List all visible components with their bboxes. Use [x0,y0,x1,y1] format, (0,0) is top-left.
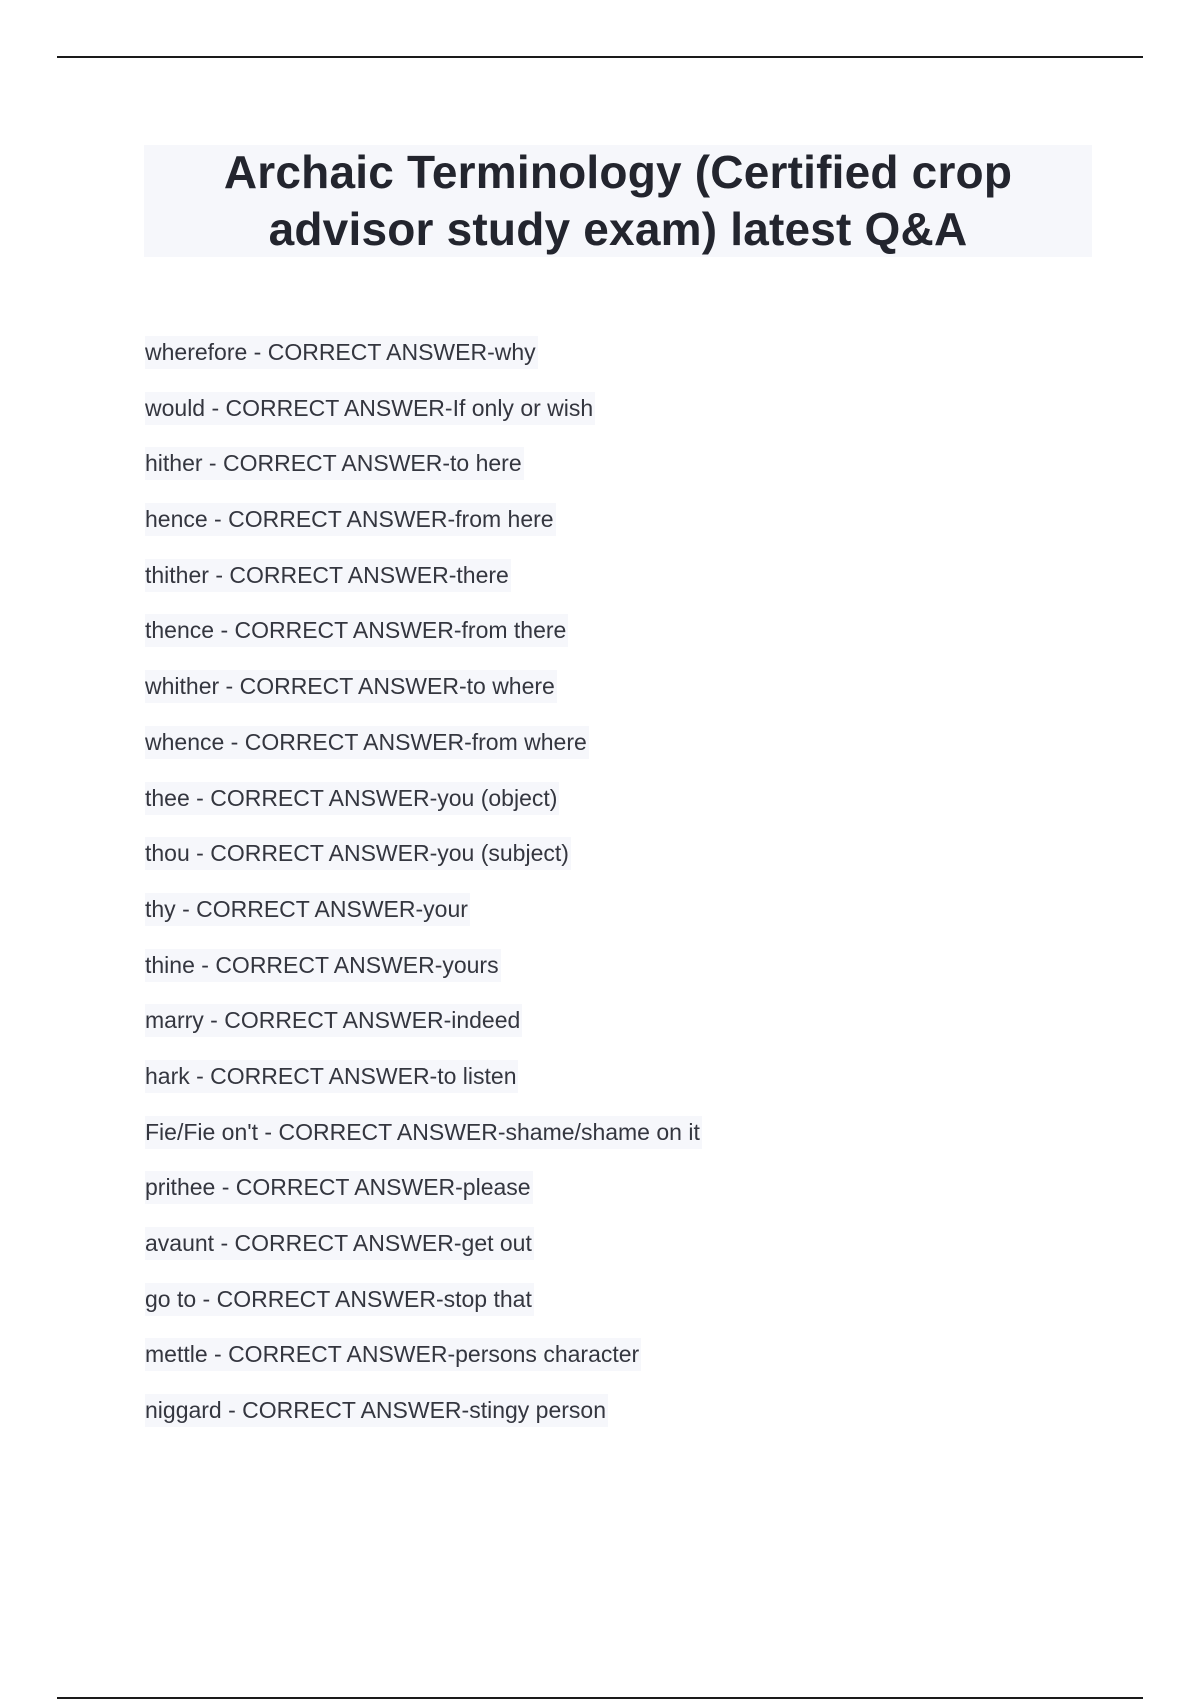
qa-text: Fie/Fie on't - CORRECT ANSWER-shame/shame on it [145,1116,702,1149]
qa-item [145,336,702,392]
qa-text: go to - CORRECT ANSWER-stop that [145,1283,534,1316]
qa-item [145,782,702,838]
qa-item [145,1171,702,1227]
qa-item [145,1060,702,1116]
qa-text: thence - CORRECT ANSWER-from there [145,614,568,647]
qa-item [145,893,702,949]
document-title [224,144,1012,258]
qa-text: whence - CORRECT ANSWER-from where [145,726,589,759]
qa-item [145,1227,702,1283]
qa-text: mettle - CORRECT ANSWER-persons character [145,1338,641,1371]
qa-item [145,503,702,559]
title-line-1: Archaic Terminology (Certified crop [223,146,1013,198]
qa-item [145,392,702,448]
qa-text: niggard - CORRECT ANSWER-stingy person [145,1394,608,1427]
qa-item [145,670,702,726]
qa-list [145,336,702,1450]
qa-text: thou - CORRECT ANSWER-you (subject) [145,837,571,870]
qa-text: hark - CORRECT ANSWER-to listen [145,1060,518,1093]
qa-item [145,447,702,503]
footer-rule [57,1697,1143,1699]
qa-text: thy - CORRECT ANSWER-your [145,893,470,926]
qa-text: hence - CORRECT ANSWER-from here [145,503,556,536]
qa-text: prithee - CORRECT ANSWER-please [145,1171,533,1204]
qa-item [145,1394,702,1450]
qa-item [145,1004,702,1060]
title-line-2: advisor study exam) latest Q&A [268,203,968,255]
qa-item [145,559,702,615]
qa-item [145,837,702,893]
qa-text: wherefore - CORRECT ANSWER-why [145,336,538,369]
qa-item [145,949,702,1005]
qa-text: whither - CORRECT ANSWER-to where [145,670,557,703]
qa-text: avaunt - CORRECT ANSWER-get out [145,1227,534,1260]
qa-item [145,614,702,670]
title-box [144,145,1092,257]
qa-item [145,1338,702,1394]
qa-text: would - CORRECT ANSWER-If only or wish [145,392,595,425]
qa-text: hither - CORRECT ANSWER-to here [145,447,524,480]
qa-text: thine - CORRECT ANSWER-yours [145,949,501,982]
qa-item [145,726,702,782]
qa-item [145,1116,702,1172]
qa-text: marry - CORRECT ANSWER-indeed [145,1004,522,1037]
qa-text: thither - CORRECT ANSWER-there [145,559,511,592]
qa-text: thee - CORRECT ANSWER-you (object) [145,782,559,815]
qa-item [145,1283,702,1339]
header-rule [57,56,1143,58]
